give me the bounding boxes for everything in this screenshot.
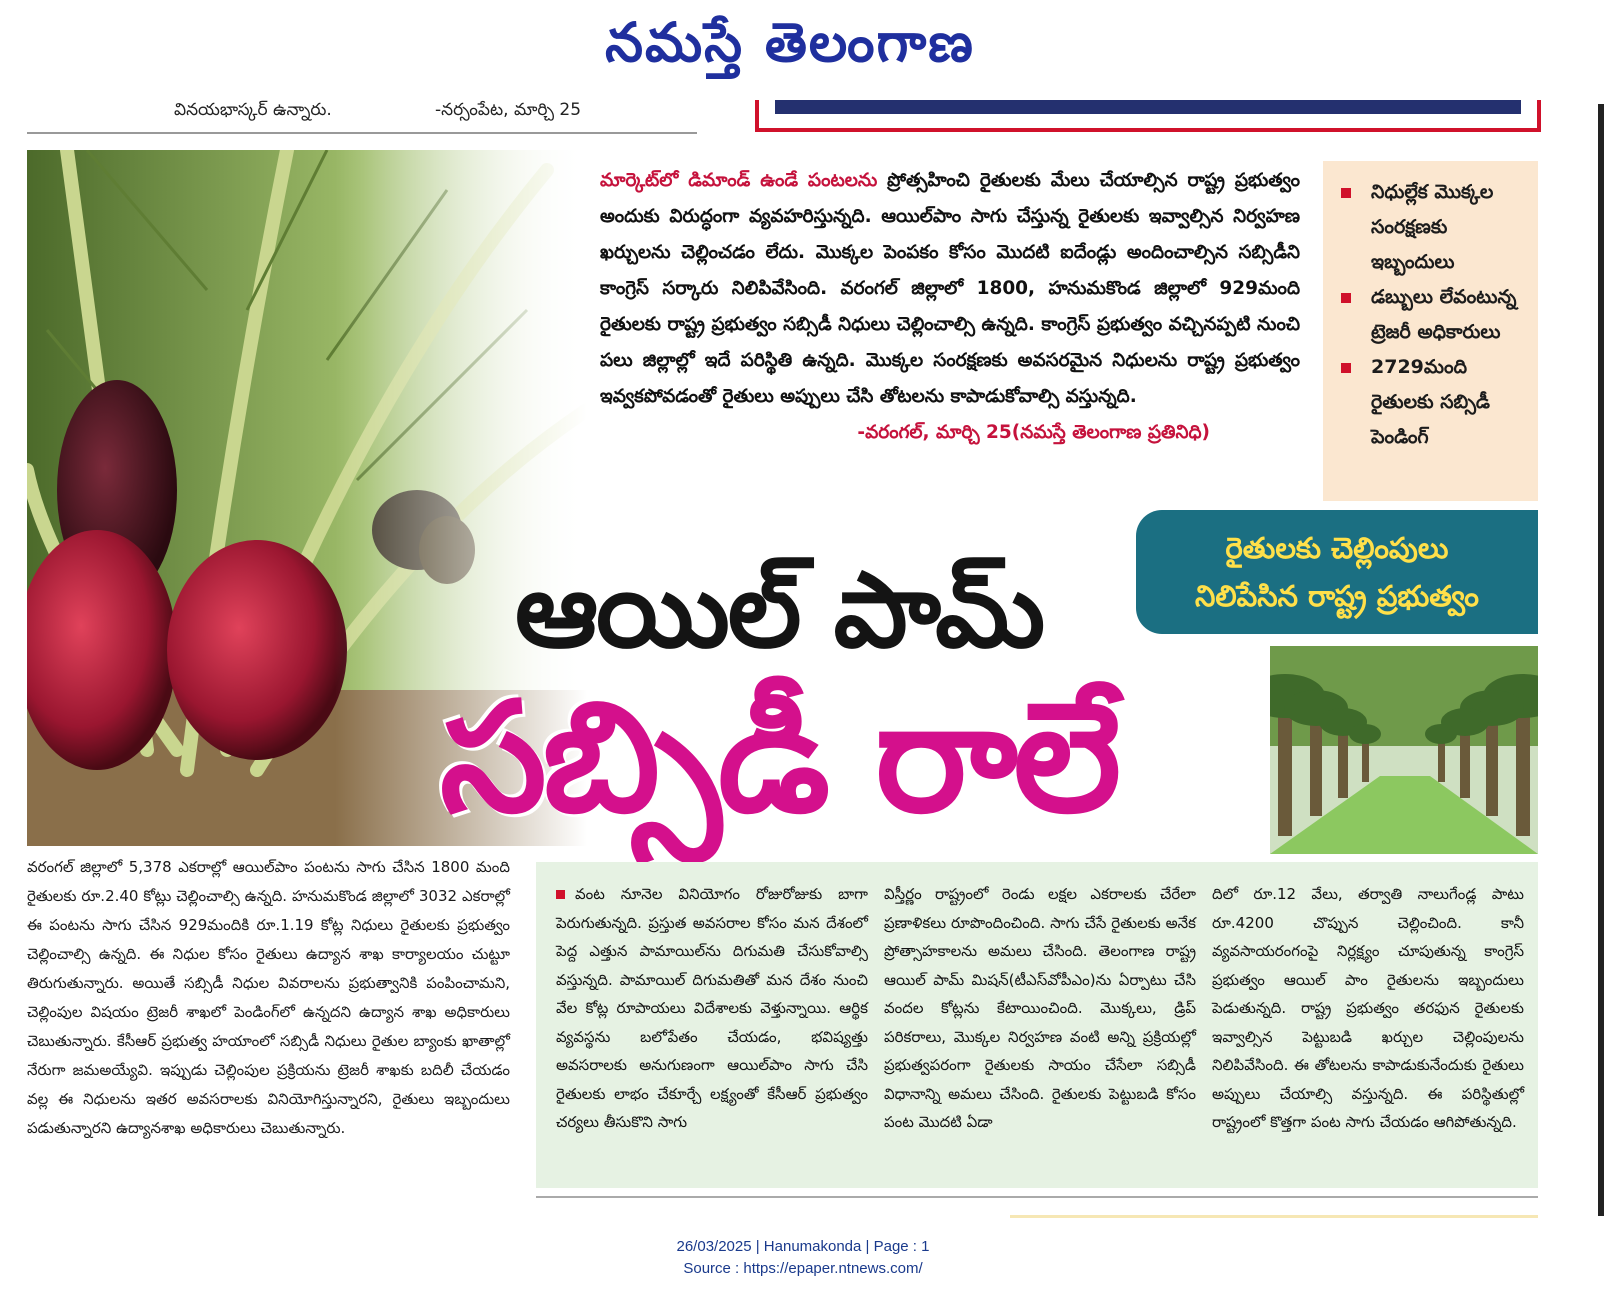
intro-highlight: మార్కెట్‌లో డిమాండ్‌ ఉండే పంటలను: [600, 170, 878, 191]
headline-line-2: సబ్సిడీ రాలే: [440, 669, 1118, 846]
previous-article-dateline: -నర్సంపేట, మార్చి 25: [435, 100, 582, 120]
red-square-bullet-icon: [1341, 363, 1351, 373]
red-square-bullet-icon: [1341, 293, 1351, 303]
red-square-bullet-icon: [1341, 188, 1351, 198]
subheadline-line-2: నిలిపేసిన రాష్ట్ర ప్రభుత్వం: [1194, 579, 1479, 613]
headline-line-1: ఆయిల్‌ పామ్‌: [515, 549, 1044, 671]
plantation-photo: [1270, 646, 1538, 854]
left-column-text: వరంగల్‌ జిల్లాలో 5,378 ఎకరాల్లో ఆయిల్‌పాం పంటను సాగు చేసిన 1800 మంది రైతులకు రూ.2.40 కోట్లు చెల్లించాల్సి ఉన్నది. హనుమకొండ జిల్లాలో 3032 ఎకరాల్లో ఈ పంటను సాగు చేసిన 929మందికి రూ.1.19 కోట్ల నిధులు రైతులకు ప్రభుత్వం చెల్లించాల్సి ఉన్నది. ఈ నిధుల కోసం రైతులు ఉద్యాన శాఖ కార్యాలయం చుట్టూ తిరుగుతున్నారు. అయితే సబ్సిడీ నిధుల వివరాలను ప్రభుత్వానికి పంపించామని, చెల్లింపుల విషయం ట్రెజరీ శాఖలో పెండింగ్‌లో ఉన్నదని ఉద్యాన శాఖ అధికారులు చెబుతున్నారు. కేసీఆర్‌ ప్రభుత్వ హయాంలో సబ్సిడీ నిధులు రైతుల బ్యాంకు ఖాతాల్లో నేరుగా జమఅయ్యేవి. ఇప్పుడు చెల్లింపుల ప్రక్రియను ట్రెజరీ శాఖకు బదిలీ చేయడం వల్ల ఈ నిధులను ఇతర అవసరాలకు వినియోగిస్తున్నారని, రైతులు ఇబ్బందులు పడుతున్నారని ఉద్యానశాఖ అధికారులు చెబుతున్నారు.: [27, 858, 510, 1137]
masthead-logo: నమస్తే తెలంగాణ: [605, 10, 975, 74]
dateline-row: [27, 96, 697, 134]
subheadline-line-1: రైతులకు చెల్లింపులు: [1225, 531, 1449, 565]
plantation-illustration: [1270, 646, 1538, 854]
navy-stripe: [775, 100, 1521, 114]
text-column-3: దిలో రూ.12 వేలు, తర్వాతి నాలుగేండ్ల పాటు రూ.4200 చొప్పున చెల్లించింది. కానీ వ్యవసాయరంగంపై నిర్లక్ష్యం చూపుతున్న కాంగ్రెస్‌ ప్రభుత్వం ఆయిల్‌ పాం రైతులను ఇబ్బందులు పెడుతున్నది. రాష్ట్ర ప్రభుత్వం తరఫున రైతులకు ఇవ్వాల్సిన పెట్టుబడి ఖర్చుల చెల్లింపులను నిలిపివేసింది. ఈ తోటలను కాపాడుకునేందుకు రైతులు అప్పులు చేయాల్సి వస్తున్నది. ఈ పరిస్థితుల్లో రాష్ట్రంలో కొత్తగా పంట సాగు చేయడం ఆగిపోతున్నది.: [1212, 885, 1524, 1131]
bottom-rule: [536, 1196, 1538, 1198]
green-text-panel: [536, 862, 1538, 1188]
footer-edition-info: 26/03/2025 | Hanumakonda | Page : 1: [676, 1238, 930, 1255]
footer-source-link[interactable]: Source : https://epaper.ntnews.com/: [683, 1260, 923, 1277]
intro-body: ప్రోత్సహించి రైతులకు మేలు చేయాల్సిన రాష్ట్ర ప్రభుత్వం అందుకు విరుద్ధంగా వ్యవహరిస్తున్నది. ఆయిల్‌పాం సాగు చేస్తున్న రైతులకు ఇవ్వాల్సిన నిర్వహణ ఖర్చులను చెల్లించడం లేదు. మొక్కల పెంపకం కోసం మొదటి ఐదేండ్లు అందించాల్సిన సబ్సిడీని కాంగ్రెస్‌ సర్కారు నిలిపివేసింది. వరంగల్‌ జిల్లాలో 1800, హనుమకొండ జిల్లాలో 929మంది రైతులకు రాష్ట్ర ప్రభుత్వం సబ్సిడీ నిధులు చెల్లించాల్సి ఉన్నది. కాంగ్రెస్‌ ప్రభుత్వం వచ్చినప్పటి నుంచి పలు జిల్లాల్లో ఇదే పరిస్థితి ఉన్నది. మొక్కల సంరక్షణకు అవసరమైన నిధులను రాష్ట్ర ప్రభుత్వం ఇవ్వకపోవడంతో రైతులు అప్పులు చేసి తోటలను కాపాడుకోవాల్సి వస్తున్నది.: [600, 170, 1300, 407]
red-square-bullet-icon: [556, 890, 565, 899]
intro-paragraph: [600, 163, 1300, 451]
text-column-1: వంట నూనెల వినియోగం రోజురోజుకు బాగా పెరుగుతున్నది. ప్రస్తుత అవసరాల కోసం మన దేశంలో పెద్ద ఎత్తున పామాయిల్‌ను దిగుమతి చేసుకోవాల్సి వస్తున్నది. పామాయిల్‌ దిగుమతితో మన దేశం నుంచి వేల కోట్ల రూపాయలు విదేశాలకు వెళ్తున్నాయి. ఆర్థిక వ్యవస్థను బలోపేతం చేయడం, భవిష్యత్తు అవసరాలకు అనుగుణంగా ఆయిల్‌పాం సాగు చేసి రైతులకు లాభం చేకూర్చే లక్ష్యంతో కేసీఆర్‌ ప్రభుత్వం చర్యలు తీసుకొని సాగు: [556, 885, 868, 1131]
intro-credit: -వరంగల్‌, మార్చి 25(నమస్తే తెలంగాణ ప్రతినిధి): [857, 422, 1210, 443]
highlights-box: [1323, 161, 1538, 501]
previous-article-tail: వినయభాస్కర్‌ ఉన్నారు.: [174, 100, 332, 120]
page-edge-bar: [1598, 104, 1604, 1216]
highlight-item: నిధుల్లేక మొక్కల సంరక్షణకు ఇబ్బందులు: [1341, 175, 1528, 280]
yellow-rule: [1010, 1215, 1538, 1218]
text-column-2: విస్తీర్ణం రాష్ట్రంలో రెండు లక్షల ఎకరాలకు చేరేలా ప్రణాళికలు రూపొందించింది. సాగు చేసే రైతులకు అనేక ప్రోత్సాహకాలను అమలు చేసింది. తెలంగాణ రాష్ట్ర ఆయిల్‌ పామ్‌ మిషన్‌(టీఎస్‌వోపీఎం)ను ఏర్పాటు చేసి వందల కోట్లను కేటాయించింది. మొక్కలు, డ్రిప్‌ పరికరాలు, మొక్కల నిర్వహణ వంటి అన్ని ప్రక్రియల్లో ప్రభుత్వపరంగా రైతులకు సాయం చేసేలా సబ్సిడీ విధానాన్ని అమలు చేసింది. రైతులకు పెట్టుబడి కోసం పంట మొదటి ఏడా: [884, 885, 1196, 1131]
subheadline-box: [1136, 510, 1538, 634]
top-color-bar: [755, 100, 1541, 132]
highlight-item: డబ్బులు లేవంటున్న ట్రెజరీ అధికారులు: [1341, 280, 1528, 350]
highlight-item: 2729మంది రైతులకు సబ్సిడీ పెండింగ్‌: [1341, 350, 1528, 455]
